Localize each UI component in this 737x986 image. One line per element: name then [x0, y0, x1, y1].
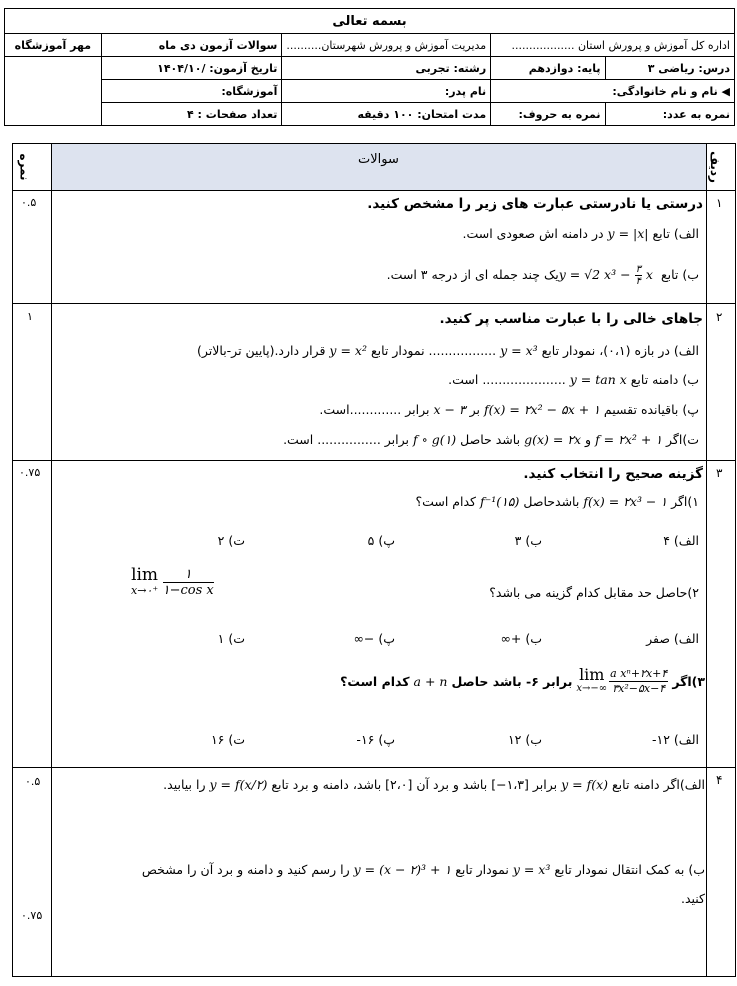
q3-2-option-a: الف) صفر — [646, 631, 699, 646]
q3-3-lim — [576, 664, 608, 696]
school-seal-label: مهر آموزشگاه — [5, 34, 102, 57]
q3-2-fraction — [163, 567, 214, 598]
q3-1-option-b: ب) ۳ — [514, 533, 542, 548]
q4a-mid1: برابر [۱،۳−] باشد و برد آن [۲،۰] باشد، دامنه و برد تابع — [271, 777, 558, 792]
q3-3-prefix: ۳)اگر — [672, 674, 705, 689]
q3-3-option-d: ت) ۱۶ — [210, 732, 245, 747]
city-office: مدیریت آموزش و پرورش شهرستان.......... — [282, 34, 491, 57]
q3-3-suffix: کدام است؟ — [340, 674, 410, 689]
q3-3-lim-word: lim — [579, 664, 605, 684]
question-2-title: جاهای خالی را با عبارت مناسب پر کنید. — [439, 311, 703, 327]
header-title: بسمه تعالی — [5, 9, 735, 34]
question-1-title: درستی یا نادرستی عبارت های زیر را مشخص کنید. — [367, 196, 703, 212]
col-header-questions: سوالات — [358, 152, 399, 167]
question-score-4b: ۰.۷۵ — [21, 909, 43, 922]
question-3-3 — [340, 664, 705, 696]
q2b-math: y = tan x — [569, 372, 627, 387]
q2c-prefix: پ) باقیانده تقسیم — [603, 402, 699, 417]
q3-2-option-c: پ) −∞ — [353, 631, 395, 646]
q2b-prefix: ب) دامنه تابع — [630, 372, 699, 387]
q3-1-option-c: پ) ۵ — [367, 533, 395, 548]
school-seal-box — [5, 57, 102, 126]
question-4-a — [163, 777, 705, 792]
q3-1-math2: f⁻¹(۱۵) — [479, 494, 520, 509]
row-divider-1 — [13, 303, 735, 304]
q3-3-den: ۳x²−۵x−۴ — [612, 682, 666, 695]
field-label: رشته: تجربی — [282, 57, 491, 80]
q4b-math1: y = x³ — [512, 862, 551, 877]
q3-1-math: f(x) = ۲x³ − ۱ — [583, 494, 668, 509]
q2c-math2: x − ۳ — [433, 402, 466, 417]
exam-name: سوالات آزمون دی ماه — [101, 34, 282, 57]
grade-label: پایه: دوازدهم — [491, 57, 605, 80]
q2a-suffix: قرار دارد.(پایین تر-بالاتر) — [197, 343, 326, 358]
header-divider — [13, 190, 735, 191]
q3-2-limit-expression — [131, 564, 214, 598]
question-3-1 — [415, 494, 699, 509]
q4a-prefix: الف)اگر دامنه تابع — [612, 777, 705, 792]
q2c-mid: بر — [469, 402, 480, 417]
q2d-mid2: باشد حاصل — [460, 432, 521, 447]
q3-2-option-d: ت) ۱ — [217, 631, 245, 646]
q2d-mid1: و — [585, 432, 592, 447]
row-col-divider — [706, 144, 707, 976]
question-number-4: ۴ — [716, 773, 723, 787]
row-divider-3 — [13, 767, 735, 768]
q1b-frac-num: ۳ — [635, 264, 641, 275]
question-score-4a: ۰.۵ — [25, 775, 41, 788]
q4a-math1: y = f(x) — [561, 777, 609, 792]
row-divider-2 — [13, 460, 735, 461]
score-number-label: نمره به عدد: — [605, 103, 734, 126]
questions-table — [12, 143, 736, 977]
q3-3-fraction — [609, 667, 668, 696]
student-name-label: ◀ نام و نام خانوادگی: — [491, 80, 735, 103]
question-number-1: ۱ — [716, 196, 723, 210]
question-1-b — [387, 264, 699, 287]
question-3-title: گزینه صحیح را انتخاب کنید. — [523, 466, 703, 482]
q2d-math2: g(x) = ۲x — [524, 432, 582, 447]
question-2-d — [283, 432, 699, 447]
q3-2-den: ۱−cos x — [162, 583, 214, 598]
q4b-math2: y = (x − ۲)³ + ۱ — [353, 862, 452, 877]
question-2-b — [448, 372, 699, 387]
question-number-2: ۲ — [716, 310, 723, 324]
q3-3-math: a + n — [413, 674, 448, 689]
question-score-1: ۰.۵ — [21, 196, 37, 209]
q3-1-suffix: کدام است؟ — [415, 494, 476, 509]
pages-label: تعداد صفحات : ۴ — [101, 103, 282, 126]
q1b-fraction — [635, 264, 642, 287]
q3-1-prefix: ۱)اگر — [671, 494, 699, 509]
q1b-prefix: ب) تابع — [660, 267, 699, 282]
q2c-math1: f(x) = ۲x² − ۵x + ۱ — [483, 402, 600, 417]
q2d-prefix: ت)اگر — [666, 432, 699, 447]
q4a-math2: y = f(x/۲) — [209, 777, 268, 792]
q3-2-num: ۱ — [163, 567, 214, 583]
q4b-mid: نمودار تابع — [455, 862, 509, 877]
q3-1-option-a: الف) ۴ — [663, 533, 699, 548]
table-header-bg — [51, 144, 707, 190]
question-score-3: ۰.۷۵ — [19, 466, 41, 479]
q4b-prefix: ب) به کمک انتقال نمودار تابع — [554, 862, 705, 877]
score-letters-label: نمره به حروف: — [491, 103, 605, 126]
question-number-3: ۳ — [716, 466, 723, 480]
q3-1-mid: باشدحاصل — [523, 494, 580, 509]
q1a-math: y = |x| — [607, 226, 649, 241]
q3-3-limit-expression — [576, 664, 668, 696]
question-3-2: ۲)حاصل حد مقابل کدام گزینه می باشد؟ — [489, 585, 699, 600]
q2d-math1: f = ۲x² + ۱ — [595, 432, 663, 447]
question-score-2: ۱ — [27, 310, 33, 323]
question-1-a — [462, 226, 699, 241]
question-4-b — [142, 862, 705, 877]
q3-2-lim-word: lim — [131, 564, 159, 585]
col-header-score: نمره — [17, 153, 32, 181]
q2a-prefix: الف) در بازه (۰،۱)، نمودار تابع — [541, 343, 699, 358]
question-2-c — [319, 402, 699, 417]
province-office: اداره کل آموزش و پرورش استان .................. — [491, 34, 735, 57]
q1b-math — [558, 264, 657, 287]
school-name-label: آموزشگاه: — [101, 80, 282, 103]
q3-2-lim — [131, 564, 159, 598]
col-header-row: ردیف — [707, 151, 722, 183]
q3-3-option-c: پ) ۱۶- — [356, 732, 395, 747]
q2a-mid: ................. نمودار تابع — [370, 343, 497, 358]
q2a-math2: y = x² — [329, 343, 367, 358]
duration-label: مدت امتحان: ۱۰۰ دقیقه — [282, 103, 491, 126]
q4b-suffix: را رسم کنید و دامنه و برد آن را مشخص — [141, 862, 350, 877]
q1b-math-post: x — [645, 267, 653, 282]
question-2-a — [197, 343, 699, 358]
subject-label: درس: ریاضی ۳ — [605, 57, 734, 80]
q3-3-num: a xⁿ+۲x+۴ — [610, 667, 668, 680]
q3-3-option-b: ب) ۱۲ — [507, 732, 542, 747]
q2a-math1: y = x³ — [500, 343, 538, 358]
q1b-suffix: یک چند جمله ای از درجه ۳ است. — [386, 267, 559, 282]
q3-1-option-d: ت) ۲ — [217, 533, 245, 548]
q3-2-lim-sub: x→۰⁺ — [131, 583, 159, 597]
q2b-suffix: ..................... است. — [448, 372, 566, 387]
q1a-suffix: در دامنه اش صعودی است. — [462, 226, 604, 241]
date-label: تاریخ آزمون: /۱۴۰۴/۱۰ — [101, 57, 282, 80]
q3-2-option-b: ب) +∞ — [500, 631, 542, 646]
q1b-frac-den: ۴ — [635, 276, 641, 287]
q3-3-option-a: الف) ۱۲- — [651, 732, 699, 747]
q2d-suffix: برابر ................ است. — [283, 432, 410, 447]
q1b-math-pre: y = √2 x³ − — [558, 267, 631, 282]
q4a-suffix: را بیابید. — [163, 777, 206, 792]
q3-3-lim-sub: x→−∞ — [576, 682, 608, 694]
question-4-b-cont: کنید. — [680, 891, 705, 906]
q2d-math3: f ∘ g(۱) — [413, 432, 457, 447]
q1a-prefix: الف) تابع — [652, 226, 699, 241]
q3-3-mid: برابر ۶- باشد حاصل — [451, 674, 573, 689]
score-col-divider — [51, 144, 52, 976]
exam-header — [4, 8, 735, 126]
father-name-label: نام پدر: — [282, 80, 491, 103]
q2c-suffix: برابر .............است. — [319, 402, 430, 417]
